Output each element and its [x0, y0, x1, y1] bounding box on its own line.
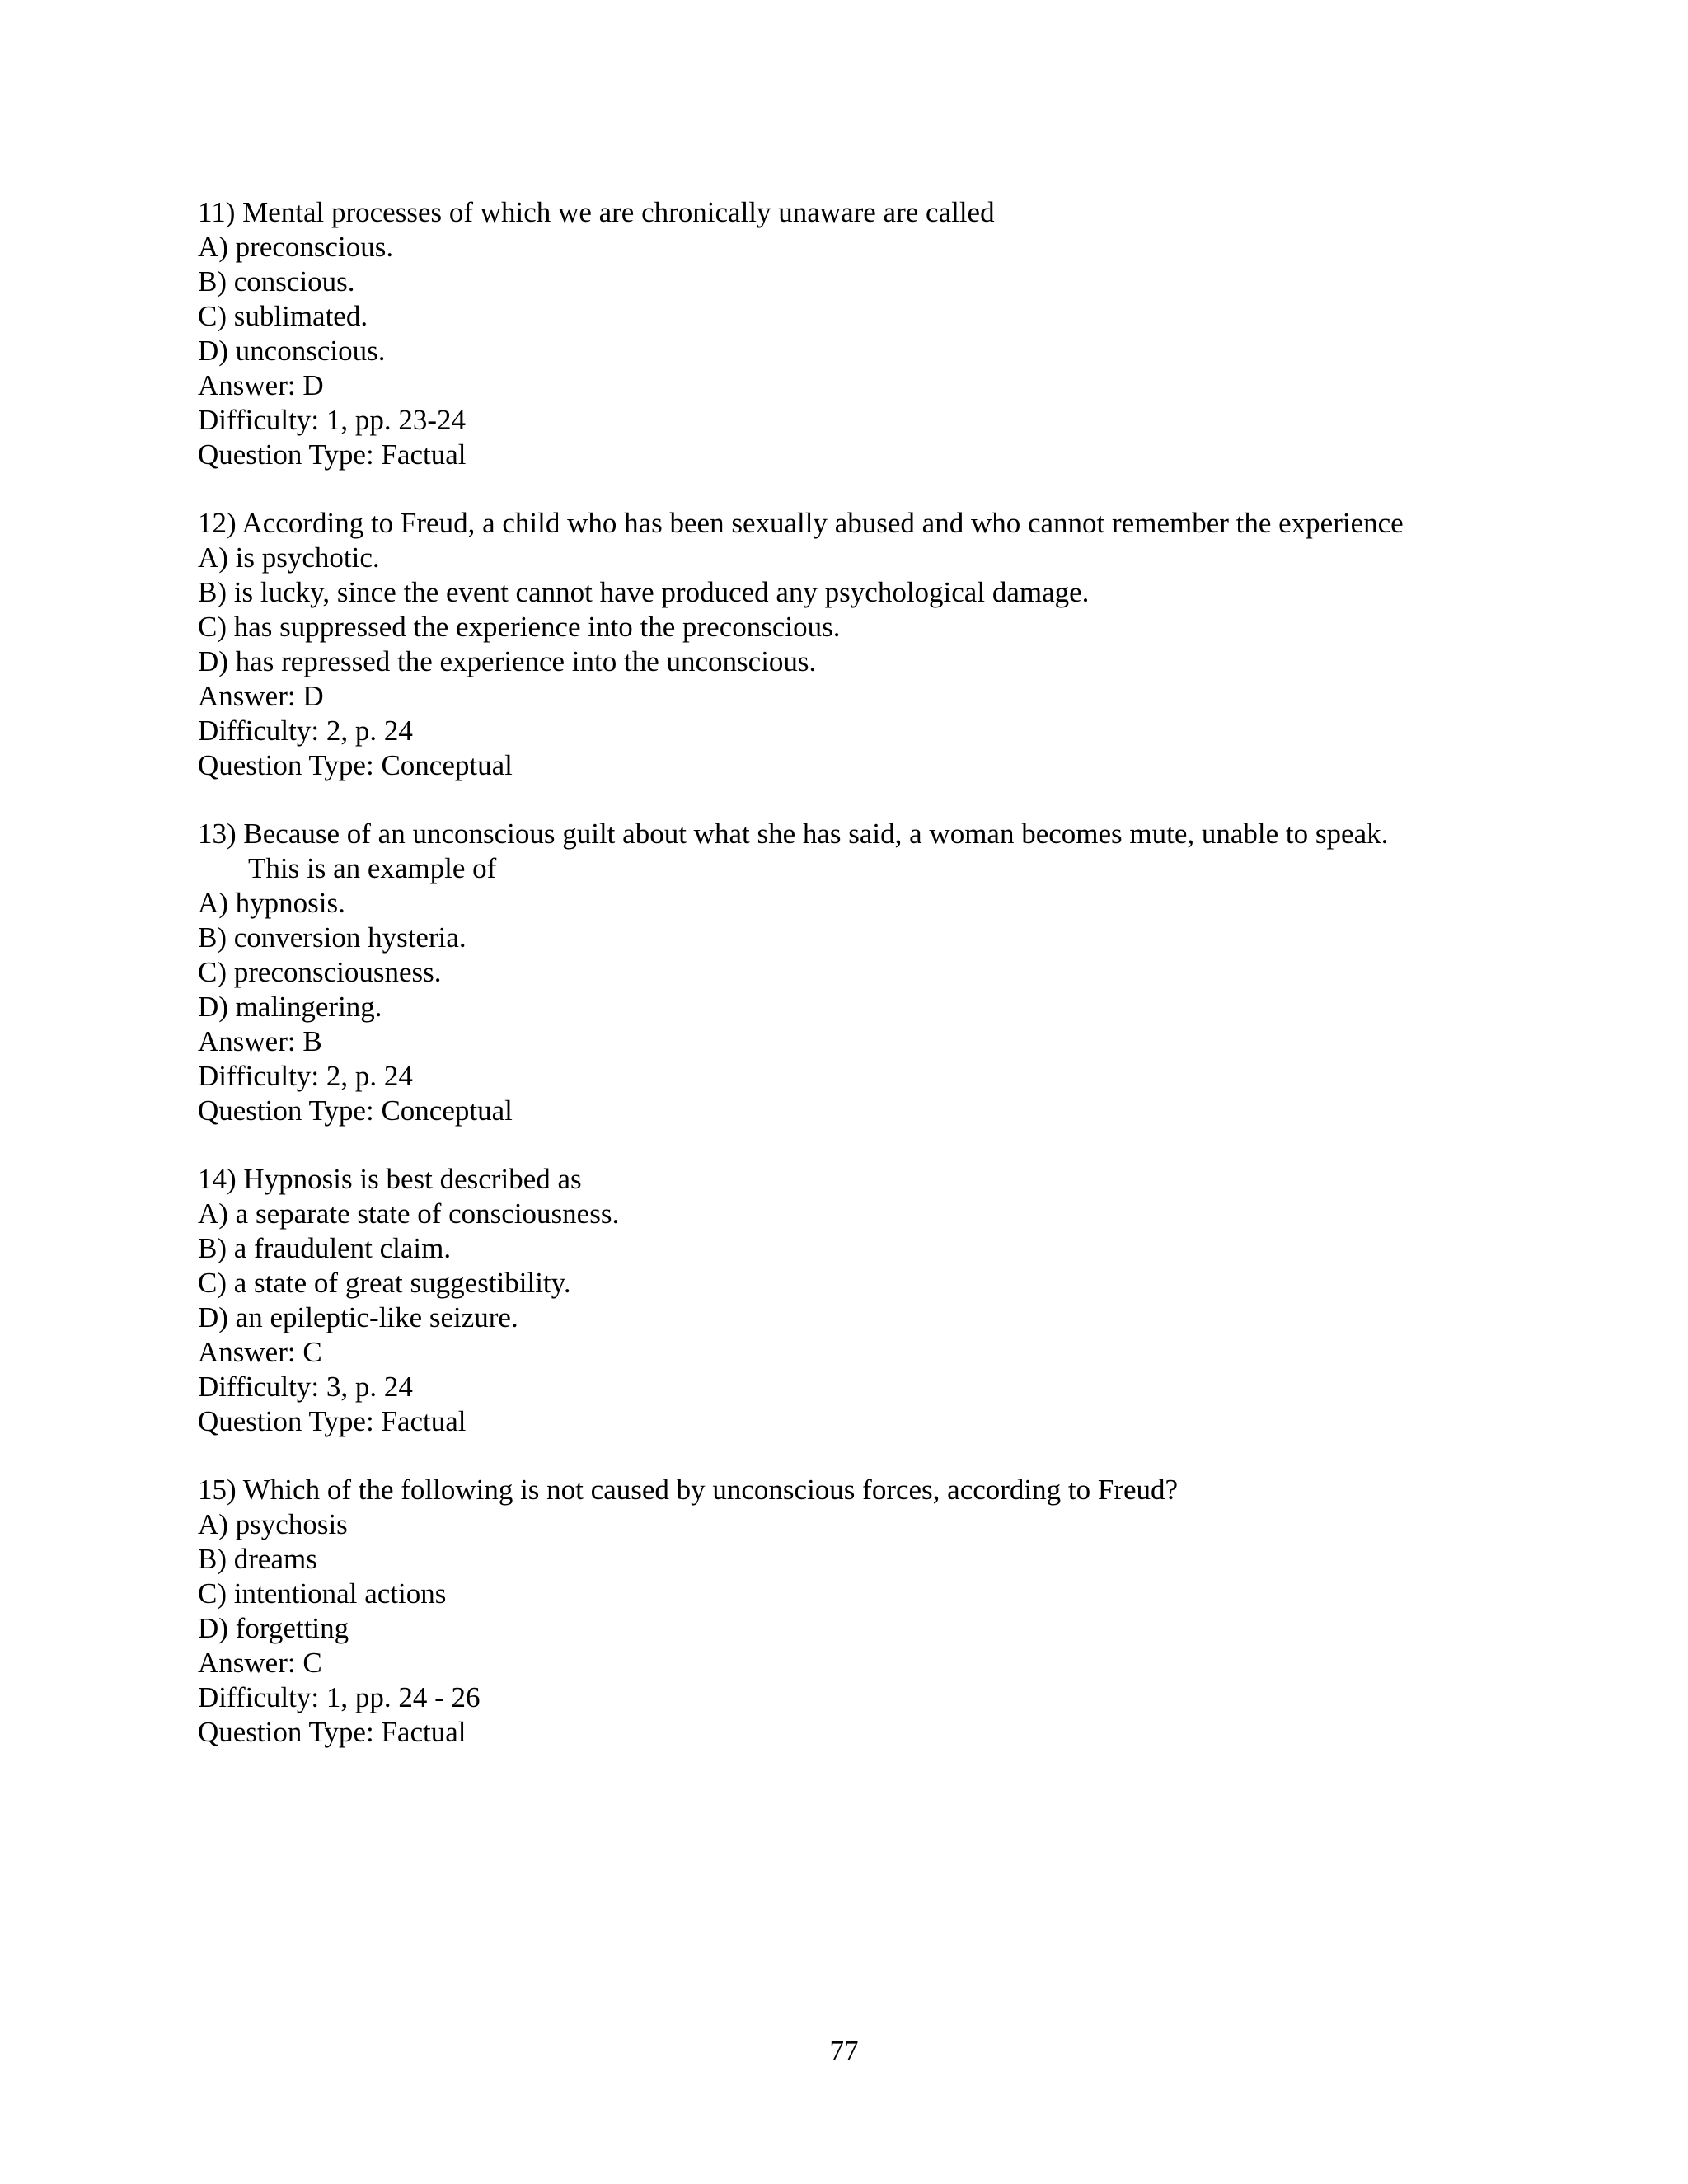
- option-b: B) a fraudulent claim.: [198, 1232, 452, 1264]
- option-c: C) has suppressed the experience into the preconscious.: [198, 611, 841, 643]
- question-stem: 11) Mental processes of which we are chronically unaware are called: [198, 196, 995, 228]
- option-a: A) a separate state of consciousness.: [198, 1197, 620, 1230]
- question-15: [198, 1473, 1517, 1750]
- option-b: B) is lucky, since the event cannot have produced any psychological damage.: [198, 576, 1090, 608]
- question-stem: 14) Hypnosis is best described as: [198, 1163, 582, 1195]
- option-b: B) conversion hysteria.: [198, 921, 467, 954]
- question-stem: 13) Because of an unconscious guilt about what she has said, a woman becomes mute, unable to speak.: [198, 818, 1389, 850]
- option-c: C) preconsciousness.: [198, 956, 442, 988]
- answer-line: Answer: C: [198, 1336, 322, 1368]
- question-type-line: Question Type: Conceptual: [198, 749, 513, 781]
- option-d: D) forgetting: [198, 1612, 349, 1644]
- option-a: A) is psychotic.: [198, 541, 380, 574]
- option-a: A) hypnosis.: [198, 887, 345, 919]
- answer-line: Answer: D: [198, 369, 324, 401]
- question-stem-continuation: This is an example of: [248, 852, 497, 884]
- difficulty-line: Difficulty: 2, p. 24: [198, 715, 413, 747]
- option-a: A) psychosis: [198, 1508, 348, 1540]
- question-13: [198, 817, 1517, 1128]
- difficulty-line: Difficulty: 3, p. 24: [198, 1371, 413, 1403]
- option-b: B) conscious.: [198, 265, 355, 298]
- option-c: C) intentional actions: [198, 1577, 447, 1610]
- page-number: 77: [829, 2035, 859, 2067]
- question-type-line: Question Type: Factual: [198, 1405, 467, 1437]
- option-d: D) an epileptic-like seizure.: [198, 1301, 518, 1333]
- question-14: [198, 1162, 1517, 1439]
- option-c: C) a state of great suggestibility.: [198, 1267, 571, 1299]
- answer-line: Answer: D: [198, 680, 324, 712]
- difficulty-line: Difficulty: 2, p. 24: [198, 1060, 413, 1092]
- question-type-line: Question Type: Factual: [198, 438, 467, 471]
- answer-line: Answer: C: [198, 1647, 322, 1679]
- question-type-line: Question Type: Factual: [198, 1716, 467, 1748]
- option-d: D) has repressed the experience into the unconscious.: [198, 645, 817, 677]
- option-b: B) dreams: [198, 1543, 317, 1575]
- question-stem: 12) According to Freud, a child who has been sexually abused and who cannot remember the experience: [198, 507, 1404, 539]
- option-c: C) sublimated.: [198, 300, 368, 332]
- question-type-line: Question Type: Conceptual: [198, 1094, 513, 1127]
- option-d: D) malingering.: [198, 991, 382, 1023]
- difficulty-line: Difficulty: 1, pp. 23-24: [198, 404, 467, 436]
- difficulty-line: Difficulty: 1, pp. 24 - 26: [198, 1681, 481, 1713]
- answer-line: Answer: B: [198, 1025, 322, 1057]
- question-12: [198, 506, 1517, 783]
- question-11: [198, 195, 1517, 472]
- question-list: [198, 195, 1517, 1783]
- option-d: D) unconscious.: [198, 335, 386, 367]
- option-a: A) preconscious.: [198, 231, 394, 263]
- question-stem: 15) Which of the following is not caused by unconscious forces, according to Freud?: [198, 1474, 1179, 1506]
